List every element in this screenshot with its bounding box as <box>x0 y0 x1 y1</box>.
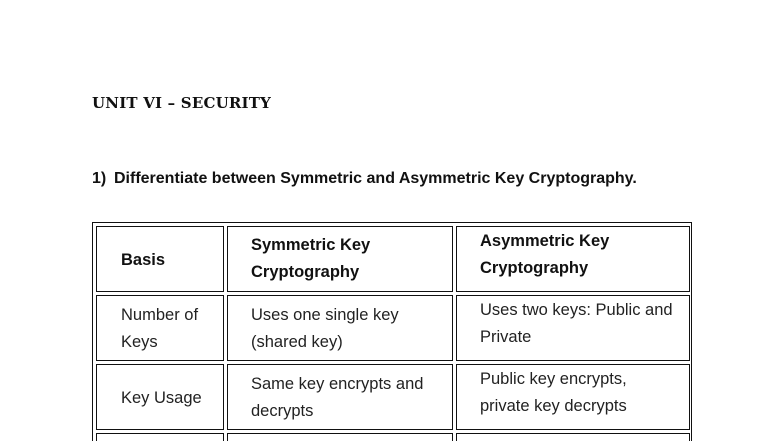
table-cell <box>456 295 690 361</box>
comparison-table <box>92 222 692 441</box>
table-cell <box>96 364 224 430</box>
table-cell <box>227 295 453 361</box>
header-asymmetric: Asymmetric Key Cryptography <box>480 232 610 277</box>
table-cell <box>227 364 453 430</box>
unit-heading: UNIT VI – SECURITY <box>92 94 272 112</box>
row2-asymmetric: Public key encrypts, private key decrypts <box>480 370 627 415</box>
table-cell <box>456 364 690 430</box>
row1-basis: Number of Keys <box>121 306 199 351</box>
table-cell <box>96 433 224 441</box>
question-number: 1) <box>92 170 107 187</box>
row2-symmetric: Same key encrypts and decrypts <box>251 375 424 420</box>
header-basis: Basis <box>121 251 166 269</box>
table-cell <box>227 433 453 441</box>
table-cell <box>96 295 224 361</box>
question-heading <box>92 170 637 188</box>
row1-symmetric: Uses one single key (shared key) <box>251 306 399 351</box>
table-header-cell <box>456 226 690 292</box>
table-cell <box>456 433 690 441</box>
table-header-cell <box>227 226 453 292</box>
row1-asymmetric: Uses two keys: Public and Private <box>480 301 673 346</box>
header-symmetric: Symmetric Key Cryptography <box>251 236 371 281</box>
question-text: Differentiate between Symmetric and Asymmetric Key Cryptography. <box>114 170 637 187</box>
row2-basis: Key Usage <box>121 389 202 407</box>
table-header-cell <box>96 226 224 292</box>
